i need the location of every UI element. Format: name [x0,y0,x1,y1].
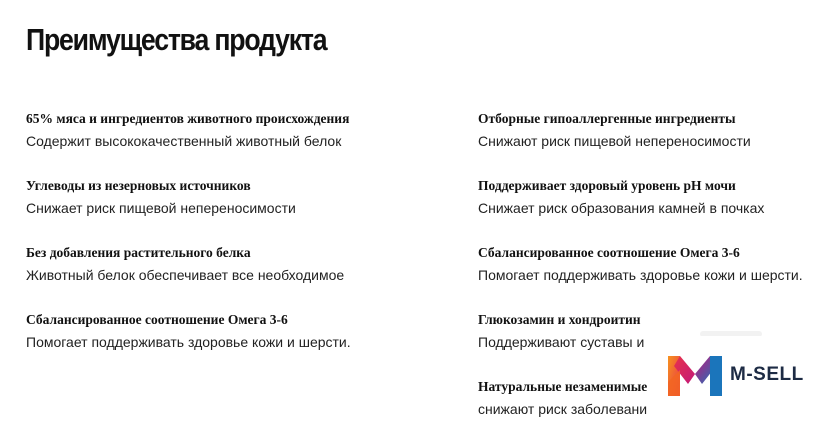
benefit-description: Поддерживают суставы и [478,334,645,350]
benefit-item [26,177,406,244]
m-sell-logo-icon [666,352,724,398]
benefit-description: снижают риск заболевани [478,401,648,417]
benefit-heading: Отборные гипоаллергенные ингредиенты [478,111,736,126]
benefit-item [26,244,406,311]
benefit-heading: Поддерживает здоровый уровень pH мочи [478,178,736,193]
benefit-heading: Без добавления растительного белка [26,245,251,260]
benefit-description: Помогает поддерживать здоровье кожи и шерсти. [26,334,351,350]
benefit-heading: Сбалансированное соотношение Омега 3-6 [26,312,288,327]
benefits-column-left [26,110,406,378]
benefit-item [478,177,840,244]
benefit-heading: Углеводы из незерновых источников [26,178,251,193]
benefit-heading: 65% мяса и ингредиентов животного происхождения [26,111,350,126]
benefit-description: Снижает риск образования камней в почках [478,200,765,216]
benefit-heading: Глюкозамин и хондроитин [478,312,641,327]
benefit-item [26,110,406,177]
benefit-description: Содержит высококачественный животный белок [26,133,342,149]
benefit-description: Животный белок обеспечивает все необходимое [26,267,345,283]
benefit-description: Помогает поддерживать здоровье кожи и шерсти. [478,267,803,283]
benefit-description: Снижают риск пищевой непереносимости [478,133,751,149]
page-title: Преимущества продукта [26,22,327,57]
benefit-heading: Сбалансированное соотношение Омега 3-6 [478,245,740,260]
m-sell-logo-text: M-SELL [730,364,804,385]
benefit-item [478,244,840,311]
benefit-item [26,311,406,378]
benefit-description: Снижает риск пищевой непереносимости [26,200,296,216]
benefit-heading: Натуральные незаменимые [478,379,648,394]
benefit-item [478,110,840,177]
m-sell-watermark [656,336,840,414]
